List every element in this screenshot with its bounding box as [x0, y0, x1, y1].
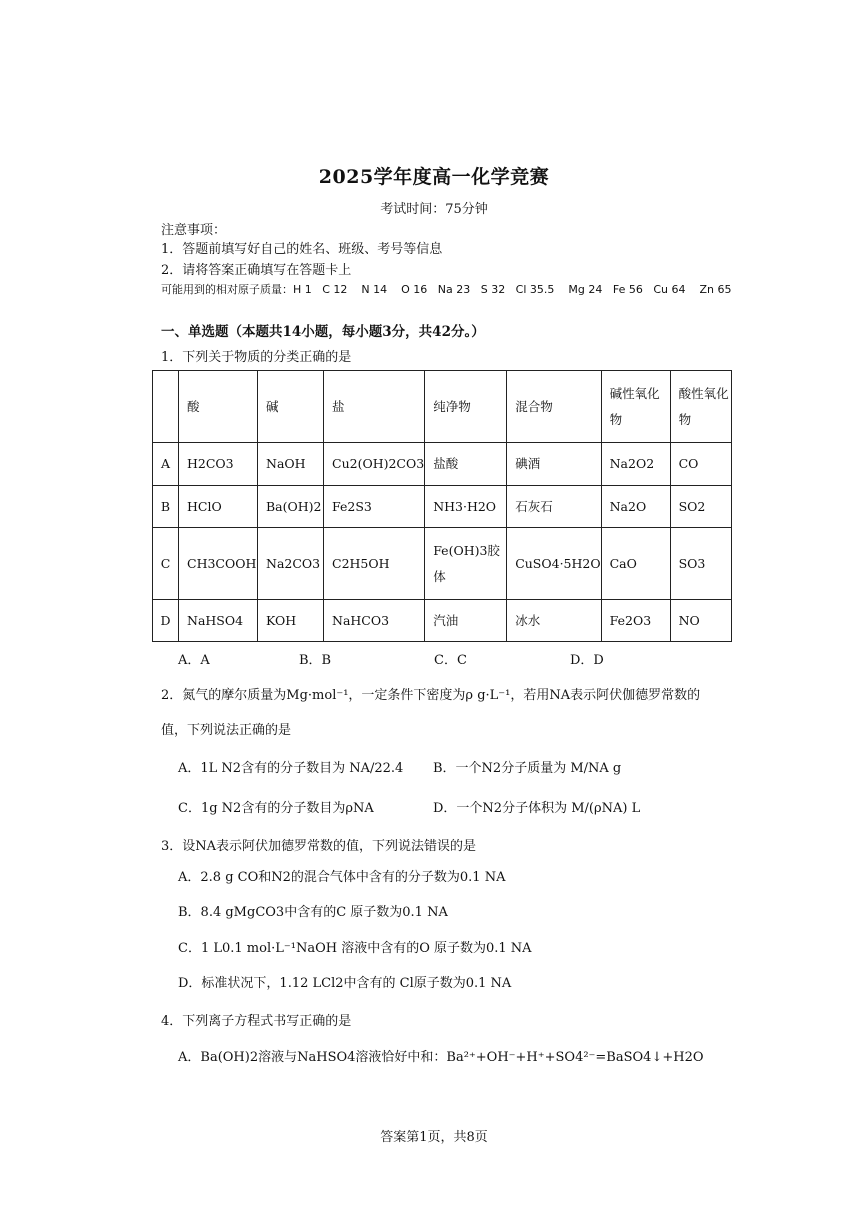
- question-4-stem: 4．下列离子方程式书写正确的是: [161, 1014, 352, 1029]
- row-label: C: [153, 528, 179, 600]
- question-2-stem-cont: 值，下列说法正确的是: [161, 723, 292, 738]
- table-header-cell: 碱: [258, 371, 324, 443]
- q3-option-c: C．1 L0.1 mol·L⁻¹NaOH 溶液中含有的O 原子数为0.1 NA: [178, 941, 532, 956]
- table-cell: Fe2O3: [601, 600, 670, 642]
- table-cell: NaHSO4: [179, 600, 258, 642]
- table-cell: Na2CO3: [258, 528, 324, 600]
- table-cell: NaOH: [258, 443, 324, 486]
- table-header-cell: [153, 371, 179, 443]
- table-cell: KOH: [258, 600, 324, 642]
- question-1-stem: 1．下列关于物质的分类正确的是: [161, 350, 352, 365]
- page-title: 2025学年度高一化学竞赛: [318, 166, 550, 188]
- atomic-masses: 可能用到的相对原子质量：H 1 C 12 N 14 O 16 Na 23 S 32 Cl 35.5 Mg 24 Fe 56 Cu 64 Zn 65: [161, 283, 732, 296]
- table-cell: CO: [670, 443, 731, 486]
- table-header-cell: 酸: [179, 371, 258, 443]
- table-cell: HClO: [179, 486, 258, 528]
- q3-option-d: D．标准状况下，1.12 LCl2中含有的 Cl原子数为0.1 NA: [178, 976, 512, 991]
- table-cell: Fe2S3: [324, 486, 425, 528]
- table-cell: CuSO4·5H2O: [507, 528, 601, 600]
- table-row: [153, 528, 732, 600]
- q1-option: D．D: [570, 653, 604, 668]
- section-heading: 一、单选题（本题共14小题，每小题3分，共42分。）: [161, 324, 485, 340]
- table-cell: NO: [670, 600, 731, 642]
- table-header-cell: 酸性氧化物: [670, 371, 731, 443]
- table-row: [153, 600, 732, 642]
- table-row: [153, 486, 732, 528]
- table-cell: 石灰石: [507, 486, 601, 528]
- table-cell: 碘酒: [507, 443, 601, 486]
- table-header-cell: 混合物: [507, 371, 601, 443]
- q1-option: A．A: [178, 653, 210, 668]
- table-cell: Cu2(OH)2CO3: [324, 443, 425, 486]
- table-cell: Ba(OH)2: [258, 486, 324, 528]
- table-row: [153, 443, 732, 486]
- table-header-cell: 盐: [324, 371, 425, 443]
- table-cell: Na2O: [601, 486, 670, 528]
- q4-option-a: A．Ba(OH)2溶液与NaHSO4溶液恰好中和：Ba²⁺+OH⁻+H⁺+SO4²⁻=BaSO4↓+H2O: [178, 1050, 704, 1065]
- exam-time: 考试时间：75分钟: [380, 202, 488, 217]
- q1-option: C．C: [434, 653, 467, 668]
- table-cell: Na2O2: [601, 443, 670, 486]
- table-cell: 汽油: [425, 600, 507, 642]
- table-cell: Fe(OH)3胶体: [425, 528, 507, 600]
- q2-option-a: A．1L N2含有的分子数目为 NA/22.4: [178, 761, 404, 776]
- classification-table: [152, 370, 732, 642]
- table-header-cell: 碱性氧化物: [601, 371, 670, 443]
- row-label: D: [153, 600, 179, 642]
- row-label: A: [153, 443, 179, 486]
- note-item: 1．答题前填写好自己的姓名、班级、考号等信息: [161, 242, 443, 257]
- note-item: 2．请将答案正确填写在答题卡上: [161, 263, 352, 278]
- q1-option: B．B: [299, 653, 332, 668]
- q2-option-c: C．1g N2含有的分子数目为ρNA: [178, 801, 374, 816]
- q3-option-a: A．2.8 g CO和N2的混合气体中含有的分子数为0.1 NA: [178, 870, 506, 885]
- table-cell: 冰水: [507, 600, 601, 642]
- table-cell: C2H5OH: [324, 528, 425, 600]
- q2-option-b: B．一个N2分子质量为 M/NA g: [433, 761, 622, 776]
- table-cell: 盐酸: [425, 443, 507, 486]
- table-cell: SO2: [670, 486, 731, 528]
- table-cell: CaO: [601, 528, 670, 600]
- row-label: B: [153, 486, 179, 528]
- q3-option-b: B．8.4 gMgCO3中含有的C 原子数为0.1 NA: [178, 905, 448, 920]
- table-header-cell: 纯净物: [425, 371, 507, 443]
- question-3-stem: 3．设NA表示阿伏加德罗常数的值，下列说法错误的是: [161, 839, 477, 854]
- table-cell: NH3·H2O: [425, 486, 507, 528]
- table-cell: CH3COOH: [179, 528, 258, 600]
- table-cell: NaHCO3: [324, 600, 425, 642]
- table-header-row: [153, 371, 732, 443]
- notes-heading: 注意事项：: [161, 223, 227, 238]
- question-2-stem: 2．氮气的摩尔质量为Mg·mol⁻¹，一定条件下密度为ρ g·L⁻¹，若用NA表示阿伏伽德罗常数的: [161, 688, 701, 703]
- q2-option-d: D．一个N2分子体积为 M/(ρNA) L: [433, 801, 641, 816]
- table-cell: H2CO3: [179, 443, 258, 486]
- page-footer: 答案第1页，共8页: [380, 1130, 488, 1145]
- table-cell: SO3: [670, 528, 731, 600]
